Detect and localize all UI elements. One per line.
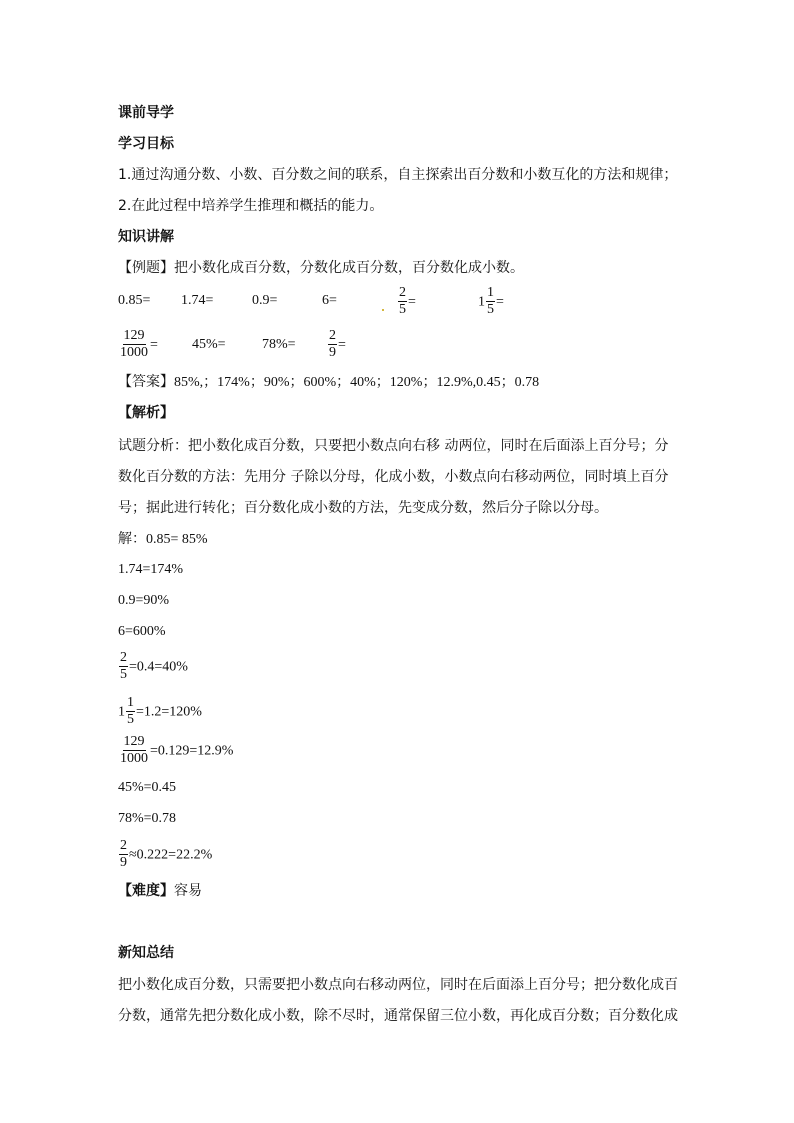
solution-step-5: $\frac{2}{5}$ =0.4=40% (120, 650, 188, 682)
example-item-a: 0.85= (118, 293, 151, 308)
stray-dot (382, 309, 384, 311)
answer-text: 85%,；174%；90%；600%；40%；120%；12.9%,0.45；0.78 (174, 375, 540, 390)
objective-item-1: 1.通过沟通分数、小数、百分数之间的联系，自主探索出百分数和小数互化的方法和规律； (118, 167, 678, 183)
example-item-78: 78%= (262, 337, 296, 352)
summary-paragraph: 把小数化成百分数，只需要把小数点向右移动两位，同时在后面添上百分号；把分数化成百分数，通常先把分数化成小数，除不尽时，通常保留三位小数，再化成百分数；百分数化成 (118, 977, 678, 1024)
example-label: 【例题】把小数化成百分数，分数化成百分数，百分数化成小数。 (118, 260, 524, 276)
solution-step-3: 0.9=90% (118, 593, 170, 608)
solution-step-2: 1.74=174% (118, 562, 184, 577)
difficulty-line (118, 881, 202, 901)
example-item-b: 1.74= (181, 293, 214, 308)
section-title-preview: 课前导学 (118, 105, 174, 121)
example-fraction-1: $\frac{2}{5}$ = (399, 285, 416, 317)
solution-prefix: 解： (118, 531, 146, 547)
answer-line (118, 372, 539, 393)
solution-step-1: 解：0.85= 85% (118, 531, 208, 547)
example-item-45: 45%= (192, 337, 226, 352)
analysis-label: 【解析】 (118, 405, 174, 421)
example-fraction-2-9: $\frac{2}{9}$ = (329, 328, 346, 360)
analysis-paragraph: 试题分析：把小数化成百分数，只要把小数点向右移 动两位，同时在后面添上百分号；分数化百分数的方法：先用分 子除以分母，化成小数，小数点向右移动两位，同时填上百分号；据此进行转化；百分数化成小数的方法，先变成分数，然后分子除以分母。 (118, 438, 669, 516)
solution-step-10: $\frac{2}{9}$ ≈0.222=22.2% (120, 838, 213, 870)
objectives-heading: 学习目标 (118, 136, 174, 152)
example-mixed-fraction: 1 $\frac{1}{5}$ = (478, 285, 504, 317)
solution-step-6: 1 $\frac{1}{5}$ =1.2=120% (118, 695, 202, 727)
solution-step-9: 78%=0.78 (118, 811, 177, 826)
summary-heading: 新知总结 (118, 945, 174, 961)
difficulty-value: 容易 (174, 883, 202, 899)
solution-step-4: 6=600% (118, 624, 166, 639)
difficulty-label: 【难度】 (118, 883, 174, 899)
objective-item-2: 2.在此过程中培养学生推理和概括的能力。 (118, 198, 384, 214)
example-fraction-129: $\frac{129}{1000}$ = (120, 328, 158, 360)
example-item-d: 6= (322, 293, 337, 308)
knowledge-heading: 知识讲解 (118, 229, 174, 245)
solution-step-8: 45%=0.45 (118, 780, 177, 795)
solution-step-7: $\frac{129}{1000}$ =0.129=12.9% (120, 734, 234, 766)
example-item-c: 0.9= (252, 293, 278, 308)
answer-label: 【答案】 (118, 374, 174, 390)
